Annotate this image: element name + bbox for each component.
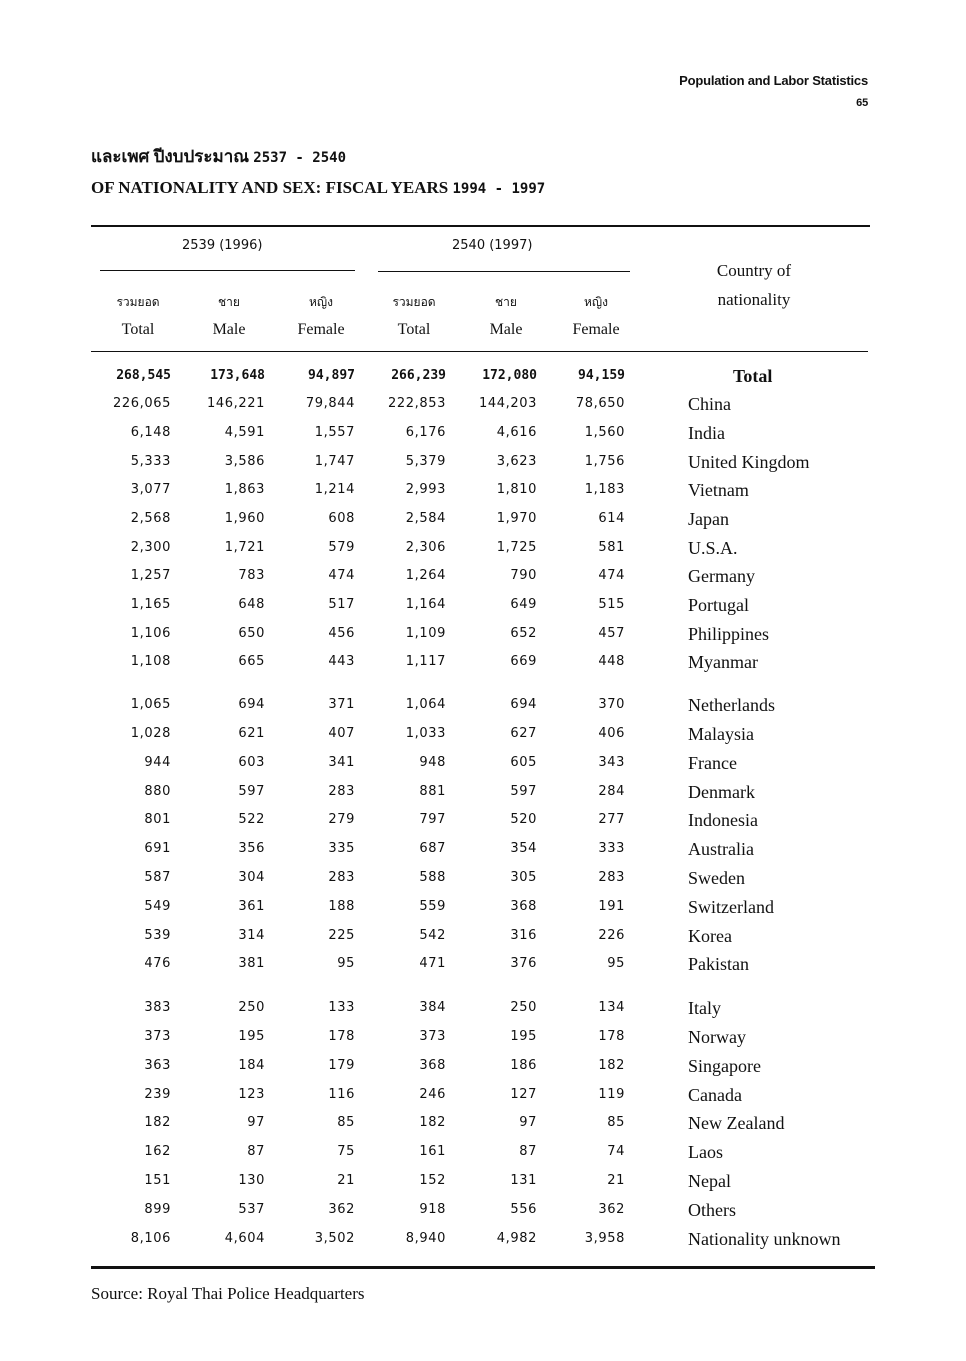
table-cell: 1,721: [224, 540, 265, 555]
country-name: Denmark: [688, 782, 755, 802]
country-name: Philippines: [688, 624, 770, 644]
country-name: Norway: [688, 1027, 746, 1047]
table-cell: 515: [598, 597, 625, 612]
table-cell: 471: [419, 956, 446, 971]
table-cell: 8,940: [405, 1231, 446, 1246]
table-row: [0, 448, 966, 476]
table-cell: 1,756: [584, 454, 625, 469]
country-name: Laos: [688, 1142, 723, 1162]
country-name: Italy: [688, 998, 721, 1018]
table-cell: 78,650: [575, 396, 625, 411]
table-row: [0, 648, 966, 676]
table-cell: 5,333: [130, 454, 171, 469]
table-cell: 371: [328, 697, 355, 712]
table-cell: 95: [607, 956, 625, 971]
table-cell: 627: [510, 726, 537, 741]
table-cell: 443: [328, 654, 355, 669]
table-cell: 173,648: [210, 368, 265, 383]
table-cell: 559: [419, 899, 446, 914]
table-cell: 1,264: [405, 568, 446, 583]
country-name: Nationality unknown: [688, 1229, 841, 1249]
table-cell: 652: [510, 626, 537, 641]
year-group-1996: 2539 (1996): [182, 238, 263, 253]
table-cell: 191: [598, 899, 625, 914]
page-number: 65: [856, 97, 868, 109]
table-cell: 195: [238, 1029, 265, 1044]
column-header-thai: หญิง: [309, 295, 333, 309]
table-cell: 284: [598, 784, 625, 799]
country-name: Vietnam: [688, 480, 749, 500]
table-cell: 373: [419, 1029, 446, 1044]
table-cell: 246: [419, 1087, 446, 1102]
table-cell: 305: [510, 870, 537, 885]
table-cell: 123: [238, 1087, 265, 1102]
title-thai: และเพศ ปีงบประมาณ 2537 - 2540: [91, 147, 346, 166]
table-cell: 1,183: [584, 482, 625, 497]
table-cell: 587: [144, 870, 171, 885]
table-cell: 1,747: [314, 454, 355, 469]
table-row: [0, 720, 966, 748]
table-cell: 406: [598, 726, 625, 741]
table-cell: 476: [144, 956, 171, 971]
table-cell: 6,148: [130, 425, 171, 440]
table-cell: 373: [144, 1029, 171, 1044]
table-cell: 944: [144, 755, 171, 770]
country-name: Netherlands: [688, 695, 775, 715]
table-cell: 2,584: [405, 511, 446, 526]
table-cell: 691: [144, 841, 171, 856]
table-cell: 603: [238, 755, 265, 770]
table-row: [0, 994, 966, 1022]
table-cell: 21: [337, 1173, 355, 1188]
column-header: [466, 288, 546, 344]
table-cell: 354: [510, 841, 537, 856]
table-cell: 1,863: [224, 482, 265, 497]
table-cell: 333: [598, 841, 625, 856]
country-name: New Zealand: [688, 1113, 785, 1133]
table-cell: 797: [419, 812, 446, 827]
table-cell: 195: [510, 1029, 537, 1044]
country-name: Nepal: [688, 1171, 731, 1191]
table-cell: 119: [598, 1087, 625, 1102]
table-cell: 614: [598, 511, 625, 526]
table-row: [0, 390, 966, 418]
column-header-english: Total: [121, 321, 155, 338]
country-name: India: [688, 423, 725, 443]
table-cell: 383: [144, 1000, 171, 1015]
table-cell: 74: [607, 1144, 625, 1159]
column-header-thai: รวมยอด: [392, 295, 436, 309]
table-cell: 539: [144, 928, 171, 943]
table-cell: 581: [598, 540, 625, 555]
column-header-english: Female: [572, 321, 620, 338]
table-cell: 556: [510, 1202, 537, 1217]
table-cell: 362: [598, 1202, 625, 1217]
table-row: [0, 1109, 966, 1137]
table-cell: 384: [419, 1000, 446, 1015]
table-cell: 370: [598, 697, 625, 712]
table-cell: 75: [337, 1144, 355, 1159]
table-row: [0, 1081, 966, 1109]
table-row: [0, 591, 966, 619]
table-cell: 665: [238, 654, 265, 669]
table-cell: 186: [510, 1058, 537, 1073]
table-cell: 4,616: [496, 425, 537, 440]
table-cell: 283: [598, 870, 625, 885]
table-row: [0, 476, 966, 504]
table-cell: 1,725: [496, 540, 537, 555]
table-cell: 226,065: [113, 396, 171, 411]
header-rule: [91, 351, 868, 352]
table-cell: 368: [510, 899, 537, 914]
table-cell: 407: [328, 726, 355, 741]
table-cell: 608: [328, 511, 355, 526]
table-cell: 184: [238, 1058, 265, 1073]
table-cell: 268,545: [116, 368, 171, 383]
country-name: Others: [688, 1200, 736, 1220]
table-cell: 1,065: [130, 697, 171, 712]
table-cell: 694: [510, 697, 537, 712]
column-header: [374, 288, 454, 344]
table-cell: 239: [144, 1087, 171, 1102]
table-cell: 179: [328, 1058, 355, 1073]
table-cell: 316: [510, 928, 537, 943]
table-cell: 146,221: [207, 396, 265, 411]
table-cell: 474: [328, 568, 355, 583]
table-cell: 182: [598, 1058, 625, 1073]
table-cell: 97: [247, 1115, 265, 1130]
table-cell: 226: [598, 928, 625, 943]
table-cell: 130: [238, 1173, 265, 1188]
country-name: Korea: [688, 926, 732, 946]
country-name: Canada: [688, 1085, 742, 1105]
column-header-thai: ชาย: [495, 295, 517, 309]
column-header-thai: ชาย: [218, 295, 240, 309]
column-header-english: Male: [489, 321, 523, 338]
country-name: Sweden: [688, 868, 745, 888]
table-row: [0, 749, 966, 777]
column-header: [189, 288, 269, 344]
table-cell: 456: [328, 626, 355, 641]
country-name: Myanmar: [688, 652, 758, 672]
table-cell: 85: [337, 1115, 355, 1130]
column-header: [556, 288, 636, 344]
column-header-english: Total: [397, 321, 431, 338]
table-cell: 605: [510, 755, 537, 770]
table-cell: 279: [328, 812, 355, 827]
table-cell: 537: [238, 1202, 265, 1217]
table-cell: 304: [238, 870, 265, 885]
total-row: [0, 362, 966, 390]
table-row: [0, 505, 966, 533]
table-cell: 1,106: [130, 626, 171, 641]
table-cell: 1,117: [405, 654, 446, 669]
table-cell: 648: [238, 597, 265, 612]
table-cell: 376: [510, 956, 537, 971]
table-cell: 182: [419, 1115, 446, 1130]
table-cell: 1,028: [130, 726, 171, 741]
table-cell: 381: [238, 956, 265, 971]
table-cell: 97: [519, 1115, 537, 1130]
table-cell: 4,982: [496, 1231, 537, 1246]
table-cell: 474: [598, 568, 625, 583]
table-cell: 131: [510, 1173, 537, 1188]
column-header-english: Male: [212, 321, 246, 338]
year-span-rule: [100, 270, 355, 271]
table-cell: 517: [328, 597, 355, 612]
table-row: [0, 419, 966, 447]
table-cell: 3,502: [314, 1231, 355, 1246]
table-cell: 694: [238, 697, 265, 712]
table-cell: 3,623: [496, 454, 537, 469]
table-cell: 283: [328, 870, 355, 885]
table-cell: 343: [598, 755, 625, 770]
table-cell: 8,106: [130, 1231, 171, 1246]
table-cell: 222,853: [388, 396, 446, 411]
country-name: Japan: [688, 509, 729, 529]
table-cell: 94,159: [578, 368, 625, 383]
table-cell: 178: [598, 1029, 625, 1044]
country-name: Indonesia: [688, 810, 758, 830]
table-cell: 144,203: [479, 396, 537, 411]
table-cell: 579: [328, 540, 355, 555]
table-row: [0, 534, 966, 562]
table-row: [0, 922, 966, 950]
table-cell: 3,586: [224, 454, 265, 469]
table-cell: 335: [328, 841, 355, 856]
table-cell: 1,064: [405, 697, 446, 712]
table-cell: 448: [598, 654, 625, 669]
table-cell: 356: [238, 841, 265, 856]
table-cell: 250: [238, 1000, 265, 1015]
table-cell: 361: [238, 899, 265, 914]
table-cell: 1,960: [224, 511, 265, 526]
table-row: [0, 806, 966, 834]
column-header-thai: รวมยอด: [116, 295, 160, 309]
table-cell: 1,810: [496, 482, 537, 497]
table-cell: 588: [419, 870, 446, 885]
table-cell: 87: [519, 1144, 537, 1159]
table-cell: 1,257: [130, 568, 171, 583]
table-cell: 188: [328, 899, 355, 914]
table-cell: 4,591: [224, 425, 265, 440]
table-cell: 250: [510, 1000, 537, 1015]
table-cell: 368: [419, 1058, 446, 1073]
table-row: [0, 1023, 966, 1051]
table-row: [0, 778, 966, 806]
table-title: [91, 142, 545, 204]
table-cell: 880: [144, 784, 171, 799]
table-cell: 151: [144, 1173, 171, 1188]
table-cell: 1,214: [314, 482, 355, 497]
table-row: [0, 864, 966, 892]
table-cell: 127: [510, 1087, 537, 1102]
table-cell: 341: [328, 755, 355, 770]
table-cell: 95: [337, 956, 355, 971]
table-cell: 162: [144, 1144, 171, 1159]
table-cell: 3,958: [584, 1231, 625, 1246]
top-rule: [91, 225, 870, 227]
table-row: [0, 562, 966, 590]
table-cell: 649: [510, 597, 537, 612]
table-cell: 1,108: [130, 654, 171, 669]
table-cell: 881: [419, 784, 446, 799]
column-header-thai: หญิง: [584, 295, 608, 309]
table-cell: 277: [598, 812, 625, 827]
table-cell: 85: [607, 1115, 625, 1130]
table-cell: 783: [238, 568, 265, 583]
section-title: Population and Labor Statistics: [679, 73, 868, 88]
source-note: Source: Royal Thai Police Headquarters: [91, 1284, 365, 1303]
table-cell: 266,239: [391, 368, 446, 383]
column-header-english: Female: [297, 321, 345, 338]
column-header: [281, 288, 361, 344]
table-cell: 116: [328, 1087, 355, 1102]
table-cell: 549: [144, 899, 171, 914]
table-row: [0, 1196, 966, 1224]
table-cell: 522: [238, 812, 265, 827]
table-cell: 790: [510, 568, 537, 583]
country-name: U.S.A.: [688, 538, 738, 558]
country-name: United Kingdom: [688, 452, 810, 472]
table-cell: 1,560: [584, 425, 625, 440]
title-english: OF NATIONALITY AND SEX: FISCAL YEARS 1994 - 1997: [91, 178, 546, 197]
table-row: [0, 1052, 966, 1080]
table-row: [0, 1138, 966, 1166]
country-name: Germany: [688, 566, 755, 586]
table-cell: 133: [328, 1000, 355, 1015]
table-cell: 94,897: [308, 368, 355, 383]
table-row: [0, 620, 966, 648]
country-name: Total: [733, 366, 773, 386]
country-name: Switzerland: [688, 897, 774, 917]
table-cell: 4,604: [224, 1231, 265, 1246]
table-cell: 152: [419, 1173, 446, 1188]
country-header: Country of nationality: [716, 261, 792, 309]
table-cell: 3,077: [130, 482, 171, 497]
table-cell: 542: [419, 928, 446, 943]
bottom-rule: [91, 1266, 875, 1269]
table-cell: 1,165: [130, 597, 171, 612]
table-cell: 520: [510, 812, 537, 827]
table-cell: 182: [144, 1115, 171, 1130]
table-cell: 172,080: [482, 368, 537, 383]
table-cell: 362: [328, 1202, 355, 1217]
table-cell: 948: [419, 755, 446, 770]
table-row: [0, 1225, 966, 1253]
table-cell: 5,379: [405, 454, 446, 469]
table-cell: 918: [419, 1202, 446, 1217]
table-cell: 597: [510, 784, 537, 799]
table-cell: 79,844: [305, 396, 355, 411]
table-row: [0, 691, 966, 719]
table-cell: 1,033: [405, 726, 446, 741]
table-cell: 1,557: [314, 425, 355, 440]
table-cell: 161: [419, 1144, 446, 1159]
table-row: [0, 835, 966, 863]
table-cell: 225: [328, 928, 355, 943]
year-group-1997: 2540 (1997): [452, 238, 533, 253]
table-cell: 363: [144, 1058, 171, 1073]
table-cell: 134: [598, 1000, 625, 1015]
country-name: China: [688, 394, 731, 414]
column-header: [98, 288, 178, 344]
table-cell: 1,970: [496, 511, 537, 526]
table-cell: 669: [510, 654, 537, 669]
table-cell: 1,164: [405, 597, 446, 612]
country-name: Australia: [688, 839, 754, 859]
country-name: France: [688, 753, 737, 773]
table-cell: 21: [607, 1173, 625, 1188]
table-row: [0, 950, 966, 978]
table-cell: 801: [144, 812, 171, 827]
country-name: Pakistan: [688, 954, 749, 974]
table-cell: 457: [598, 626, 625, 641]
table-row: [0, 1167, 966, 1195]
table-cell: 2,568: [130, 511, 171, 526]
table-cell: 597: [238, 784, 265, 799]
table-cell: 1,109: [405, 626, 446, 641]
table-cell: 2,993: [405, 482, 446, 497]
table-cell: 687: [419, 841, 446, 856]
country-name: Malaysia: [688, 724, 754, 744]
table-cell: 621: [238, 726, 265, 741]
running-head: [679, 70, 868, 114]
year-span-rule: [378, 271, 630, 272]
table-row: [0, 893, 966, 921]
table-cell: 899: [144, 1202, 171, 1217]
table-cell: 6,176: [405, 425, 446, 440]
table-cell: 314: [238, 928, 265, 943]
table-cell: 87: [247, 1144, 265, 1159]
country-name: Singapore: [688, 1056, 761, 1076]
table-cell: 650: [238, 626, 265, 641]
table-cell: 2,300: [130, 540, 171, 555]
country-name: Portugal: [688, 595, 749, 615]
table-cell: 2,306: [405, 540, 446, 555]
table-cell: 178: [328, 1029, 355, 1044]
table-cell: 283: [328, 784, 355, 799]
